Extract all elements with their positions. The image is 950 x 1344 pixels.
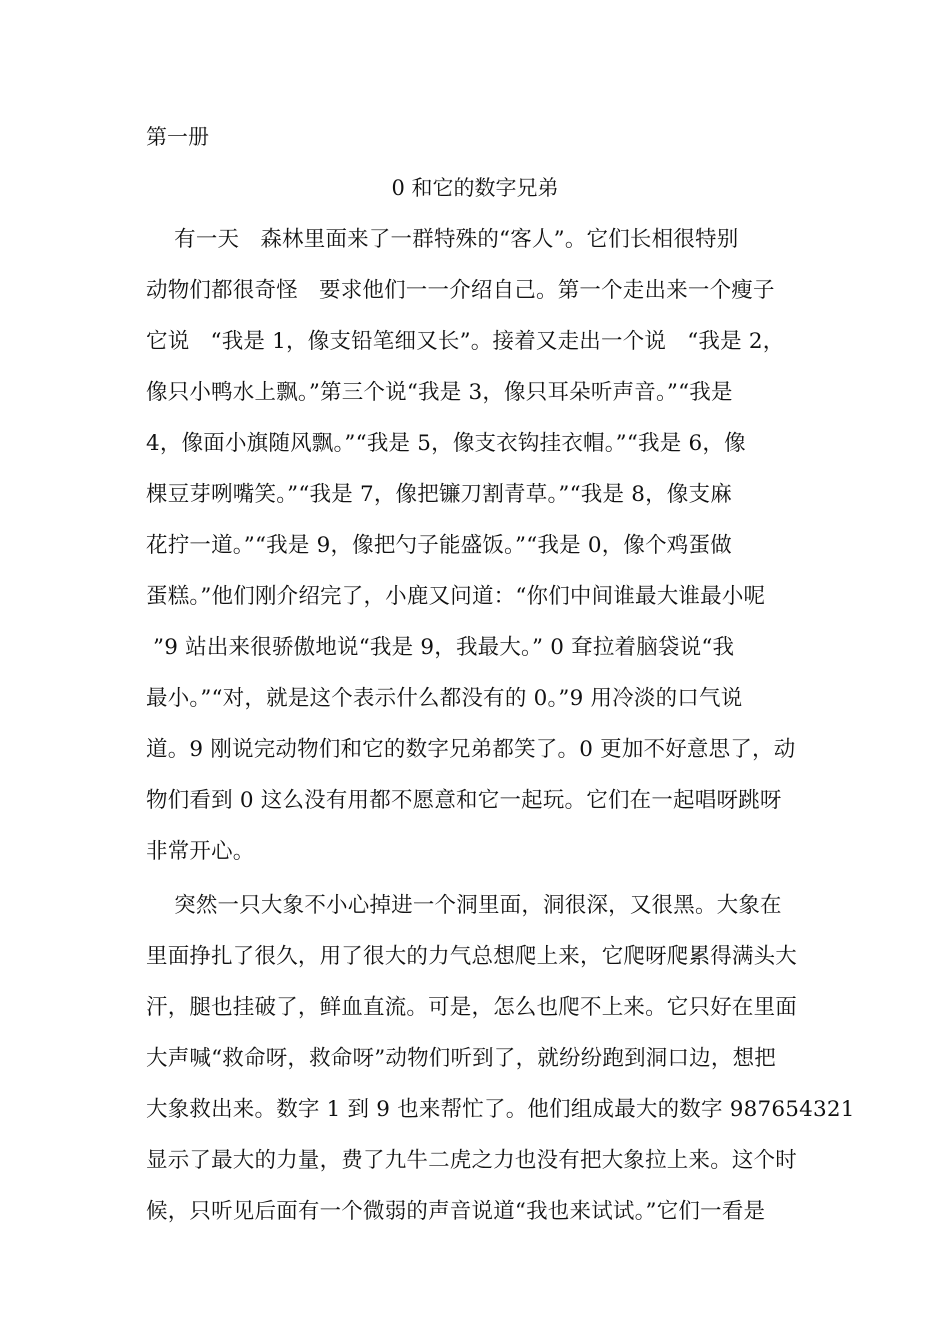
story-title: 0 和它的数字兄弟 <box>391 176 559 200</box>
text-line: 花拧一道。”“我是 9，像把勺子能盛饭。”“我是 0，像个鸡蛋做 <box>146 533 732 558</box>
text-line: 它说 “我是 1，像支铅笔细又长”。接着又走出一个说 “我是 2， <box>146 329 785 354</box>
text-line: 动物们都很奇怪 要求他们一一介绍自己。第一个走出来一个瘦子 <box>146 278 775 303</box>
text-line: 里面挣扎了很久，用了很大的力气总想爬上来，它爬呀爬累得满头大 <box>146 944 798 969</box>
text-line: 大声喊“救命呀，救命呀”动物们听到了，就纷纷跑到洞口边，想把 <box>146 1046 776 1071</box>
text-line: 蛋糕。”他们刚介绍完了，小鹿又问道：“你们中间谁最大谁最小呢 <box>146 584 766 609</box>
text-line: 道。9 刚说完动物们和它的数字兄弟都笑了。0 更加不好意思了，动 <box>146 737 796 762</box>
volume-label: 第一册 <box>146 125 209 149</box>
text-line: 大象救出来。数字 1 到 9 也来帮忙了。他们组成最大的数字 987654321 <box>146 1097 855 1122</box>
text-line: 候，只听见后面有一个微弱的声音说道“我也来试试。”它们一看是 <box>146 1199 766 1224</box>
story-body <box>146 214 855 1237</box>
text-line: 最小。”“对，就是这个表示什么都没有的 0。”9 用冷淡的口气说 <box>146 686 743 711</box>
text-line: 有一天 森林里面来了一群特殊的“客人”。它们长相很特别 <box>146 227 739 252</box>
text-line: 突然一只大象不小心掉进一个洞里面，洞很深，又很黑。大象在 <box>146 893 782 918</box>
text-line: 棵豆芽咧嘴笑。”“我是 7，像把镰刀割青草。”“我是 8，像支麻 <box>146 482 732 507</box>
text-line: 显示了最大的力量，费了九牛二虎之力也没有把大象拉上来。这个时 <box>146 1148 798 1173</box>
text-line: ”9 站出来很骄傲地说“我是 9，我最大。” 0 耷拉着脑袋说“我 <box>146 635 735 660</box>
text-line: 4，像面小旗随风飘。”“我是 5，像支衣钩挂衣帽。”“我是 6，像 <box>146 431 746 456</box>
text-line: 汗，腿也挂破了，鲜血直流。可是，怎么也爬不上来。它只好在里面 <box>146 995 798 1020</box>
text-line: 非常开心。 <box>146 839 255 864</box>
text-line: 像只小鸭水上飘。”第三个说“我是 3，像只耳朵听声音。”“我是 <box>146 380 733 405</box>
text-line: 物们看到 0 这么没有用都不愿意和它一起玩。它们在一起唱呀跳呀 <box>146 788 782 813</box>
